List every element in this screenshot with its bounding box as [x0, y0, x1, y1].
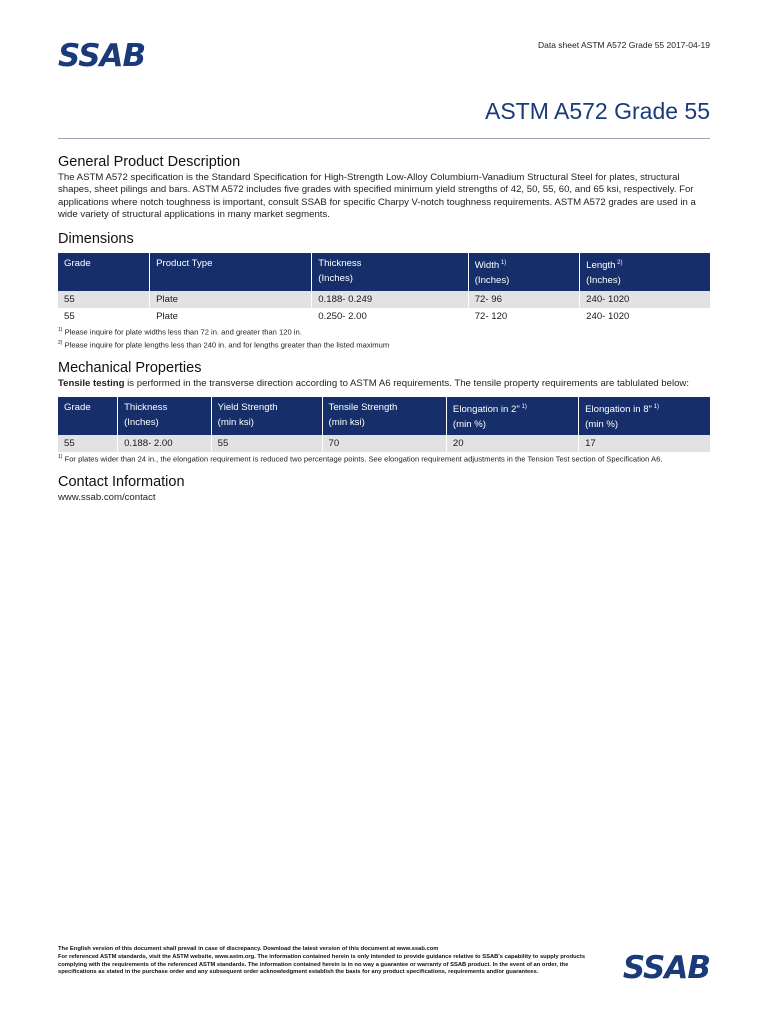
ssab-logo-footer: SSAB	[622, 950, 710, 986]
table-cell: 55	[58, 435, 118, 452]
footnote-marker: 1)	[651, 403, 659, 410]
dimensions-section	[58, 231, 710, 350]
column-header-label: Grade	[64, 258, 91, 270]
column-header-unit: (Inches)	[318, 273, 353, 285]
table-cell: 72- 120	[468, 308, 579, 325]
table-cell: 72- 96	[468, 291, 579, 308]
footnote-marker: 2)	[58, 339, 63, 346]
table-cell: 17	[579, 435, 710, 452]
footnote-marker: 1)	[499, 260, 507, 267]
ssab-logo: SSAB	[58, 38, 146, 74]
column-header	[150, 253, 312, 291]
column-header-label: Thickness	[318, 258, 362, 270]
footnote	[58, 338, 710, 351]
general-description: The ASTM A572 specification is the Standard Specification for High-Strength Low-Alloy Columbium-Vanadium Structural Steel for plates, structural shapes, sheet pilings and bars. ASTM A572 includes five grades with specified minimum yield strengths of 42, 50, 55, 60, and 65 ksi, respectively. For applications where notch toughness is important, consult SSAB for specific Charpy V-notch toughness requirements. ASTM A572 grades are used in a wide variety of structural applications in many market segments.	[58, 172, 696, 220]
mechanical-intro	[58, 378, 710, 390]
column-header-unit: (Inches)	[474, 275, 510, 287]
doc-reference: Data sheet ASTM A572 Grade 55 2017-04-19	[537, 40, 710, 50]
table-row	[58, 435, 710, 452]
table-cell: 55	[58, 291, 150, 308]
mechanical-intro-text: is performed in the transverse direction according to ASTM A6 requirements. The tensile property requirements are tablulated below:	[124, 378, 690, 390]
column-header-unit: (Inches)	[586, 275, 621, 287]
column-header-label: Elongation in 2"	[452, 403, 520, 415]
main-content	[58, 154, 710, 505]
table-row	[58, 308, 710, 325]
contact-heading: Contact Information	[58, 474, 185, 491]
column-header	[58, 397, 118, 435]
column-header-label: Thickness	[124, 401, 168, 413]
footnote-text: Please inquire for plate lengths less than 240 in. and for lengths greater than the listed maximum	[62, 340, 390, 350]
footnote-marker: 2)	[615, 260, 623, 267]
table-cell: 0.250- 2.00	[312, 308, 468, 325]
footnote-text: For plates wider than 24 in., the elongation requirement is reduced two percentage points. See elongation requirement adjustments in the Tension Test section of Specification A6.	[62, 454, 663, 464]
table-cell: 0.188- 2.00	[118, 435, 212, 452]
column-header-unit	[64, 417, 67, 428]
table-cell: 240- 1020	[580, 291, 710, 308]
footnote	[58, 325, 710, 338]
column-header-unit: (min ksi)	[328, 416, 365, 428]
contact-section	[58, 474, 710, 504]
column-header-unit: (min ksi)	[217, 416, 254, 428]
column-header	[322, 397, 446, 435]
table-cell: 55	[58, 308, 150, 325]
general-section	[58, 154, 710, 221]
footer-disclaimer: The English version of this document shall prevail in case of discrepancy. Download the latest version of this document at www.ssab.com For referenced ASTM standards, visit the ASTM website, www.astm.org. The information contained herein is only intended to provide guidance relative to SSAB's capability to supply products complying with the requirements of the referenced ASTM standards. The information contained herein is in no way a guarantee or warranty of SSAB product. In the event of an order, the specifications as stated in the purchase order and any subsequent order acknowledgment establish the basis for any product specifications, requirements and/or guarantees.	[58, 946, 586, 976]
mechanical-notes	[58, 452, 710, 465]
table-header-row	[58, 397, 710, 435]
column-header-label: Grade	[64, 401, 91, 413]
table-cell: 240- 1020	[586, 311, 630, 323]
column-header	[58, 253, 150, 291]
table-cell: 0.188- 0.249	[312, 291, 468, 308]
contact-link[interactable]: www.ssab.com/contact	[58, 492, 156, 504]
column-header-label: Yield Strength	[217, 401, 278, 413]
mechanical-section	[58, 360, 710, 464]
dimensions-heading: Dimensions	[58, 231, 134, 248]
column-header-unit	[156, 273, 159, 284]
table-header-row	[58, 253, 710, 291]
table-cell: 20	[446, 435, 578, 452]
footnote-marker: 1)	[519, 403, 527, 410]
column-header-label: Tensile Strength	[328, 401, 398, 413]
column-header-unit: (min %)	[452, 418, 486, 430]
table-row	[58, 291, 710, 308]
dimensions-notes	[58, 325, 710, 350]
column-header-label: Width	[474, 260, 500, 272]
footnote-marker: 1)	[58, 327, 63, 334]
column-header-unit: (min %)	[585, 418, 619, 430]
column-header	[312, 253, 468, 291]
column-header	[579, 397, 710, 435]
general-heading: General Product Description	[58, 154, 241, 170]
table-cell: 70	[322, 435, 446, 452]
column-header-label: Length	[586, 260, 616, 272]
column-header	[468, 253, 579, 291]
column-header-unit: (Inches)	[124, 416, 159, 428]
column-header	[118, 397, 212, 435]
tensile-testing-label: Tensile testing	[58, 378, 125, 390]
table-cell: Plate	[150, 291, 312, 308]
column-header	[446, 397, 578, 435]
footnote-marker: 1)	[58, 453, 63, 460]
mechanical-heading: Mechanical Properties	[58, 360, 202, 377]
column-header-label: Elongation in 8"	[585, 403, 652, 415]
column-header-label: Product Type	[156, 258, 213, 270]
column-header	[580, 253, 710, 291]
dimensions-table	[58, 253, 710, 325]
footnote	[58, 452, 710, 465]
table-cell: Plate	[150, 308, 312, 325]
title-divider	[58, 138, 710, 139]
footnote-text: Please inquire for plate widths less than 72 in. and greater than 120 in.	[62, 327, 302, 337]
column-header	[211, 397, 322, 435]
mechanical-table	[58, 397, 710, 452]
page-title: ASTM A572 Grade 55	[484, 98, 710, 124]
column-header-unit	[64, 273, 67, 284]
table-cell: 55	[211, 435, 322, 452]
